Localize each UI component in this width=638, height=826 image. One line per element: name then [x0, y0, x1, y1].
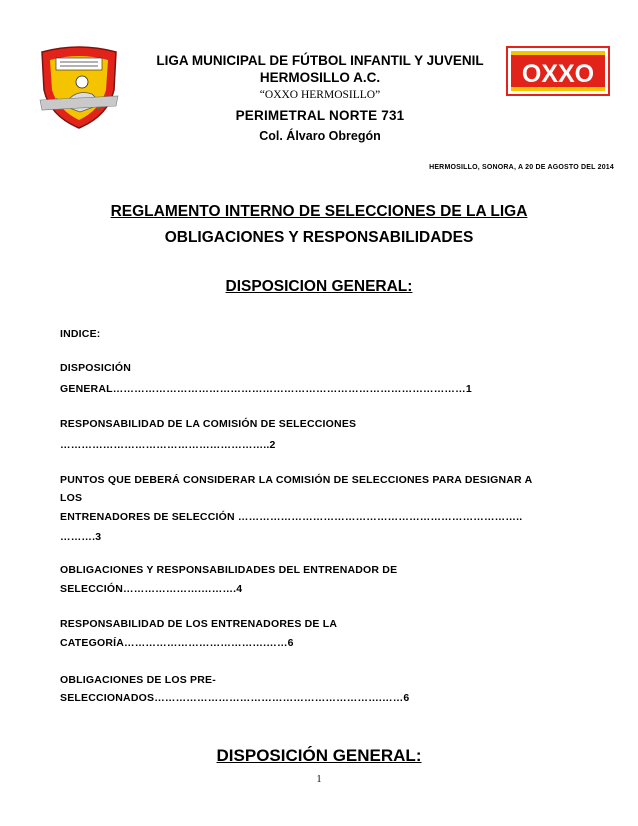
page-number: 1 [316, 774, 322, 785]
index-line: OBLIGACIONES Y RESPONSABILIDADES DEL ENTRENADOR DE [60, 564, 398, 576]
index-heading: INDICE: [60, 328, 101, 340]
league-name-line2: HERMOSILLO A.C. [259, 70, 381, 85]
address-line: PERIMETRAL NORTE 731 [235, 108, 405, 123]
index-line: ……….3 [60, 531, 102, 543]
index-line: LOS [60, 492, 83, 504]
index-line: CATEGORÍA………………………………….……6 [60, 637, 294, 649]
index-line: OBLIGACIONES DE LOS PRE- [60, 674, 216, 686]
index-line: RESPONSABILIDAD DE LA COMISIÓN DE SELECCIONES [60, 418, 357, 430]
index-line: …………………………………………………..2 [60, 439, 276, 451]
general-heading: DISPOSICION GENERAL: [225, 278, 413, 295]
oxxo-logo-text: OXXO [521, 60, 595, 88]
index-line: RESPONSABILIDAD DE LOS ENTRENADORES DE LA [60, 618, 338, 630]
oxxo-logo [506, 46, 610, 96]
index-line: DISPOSICIÓN [60, 362, 132, 374]
main-title: REGLAMENTO INTERNO DE SELECCIONES DE LA LIGA [110, 203, 528, 220]
index-line: ENTRENADORES DE SELECCIÓN …………………………………………………………………….. [60, 511, 523, 523]
index-line: GENERAL………………………………………………………………………………………1 [60, 383, 472, 395]
index-line: SELECCIÓN………………….……….4 [60, 583, 243, 595]
index-line: PUNTOS QUE DEBERÁ CONSIDERAR LA COMISIÓN DE SELECCIONES PARA DESIGNAR A [60, 474, 533, 486]
dateline: HERMOSILLO, SONORA, A 20 DE AGOSTO DEL 2014 [429, 164, 614, 171]
league-name-line1: LIGA MUNICIPAL DE FÚTBOL INFANTIL Y JUVENIL [156, 53, 484, 68]
league-name [120, 52, 520, 86]
league-subtitle: “OXXO HERMOSILLO” [259, 89, 381, 101]
league-crest-logo [34, 44, 124, 130]
general-heading-bottom: DISPOSICIÓN GENERAL: [216, 746, 422, 765]
index-line: SELECCIONADOS……………………………………………………….……6 [60, 692, 410, 704]
main-subtitle: OBLIGACIONES Y RESPONSABILIDADES [164, 229, 474, 246]
colonia-line: Col. Álvaro Obregón [259, 129, 381, 143]
